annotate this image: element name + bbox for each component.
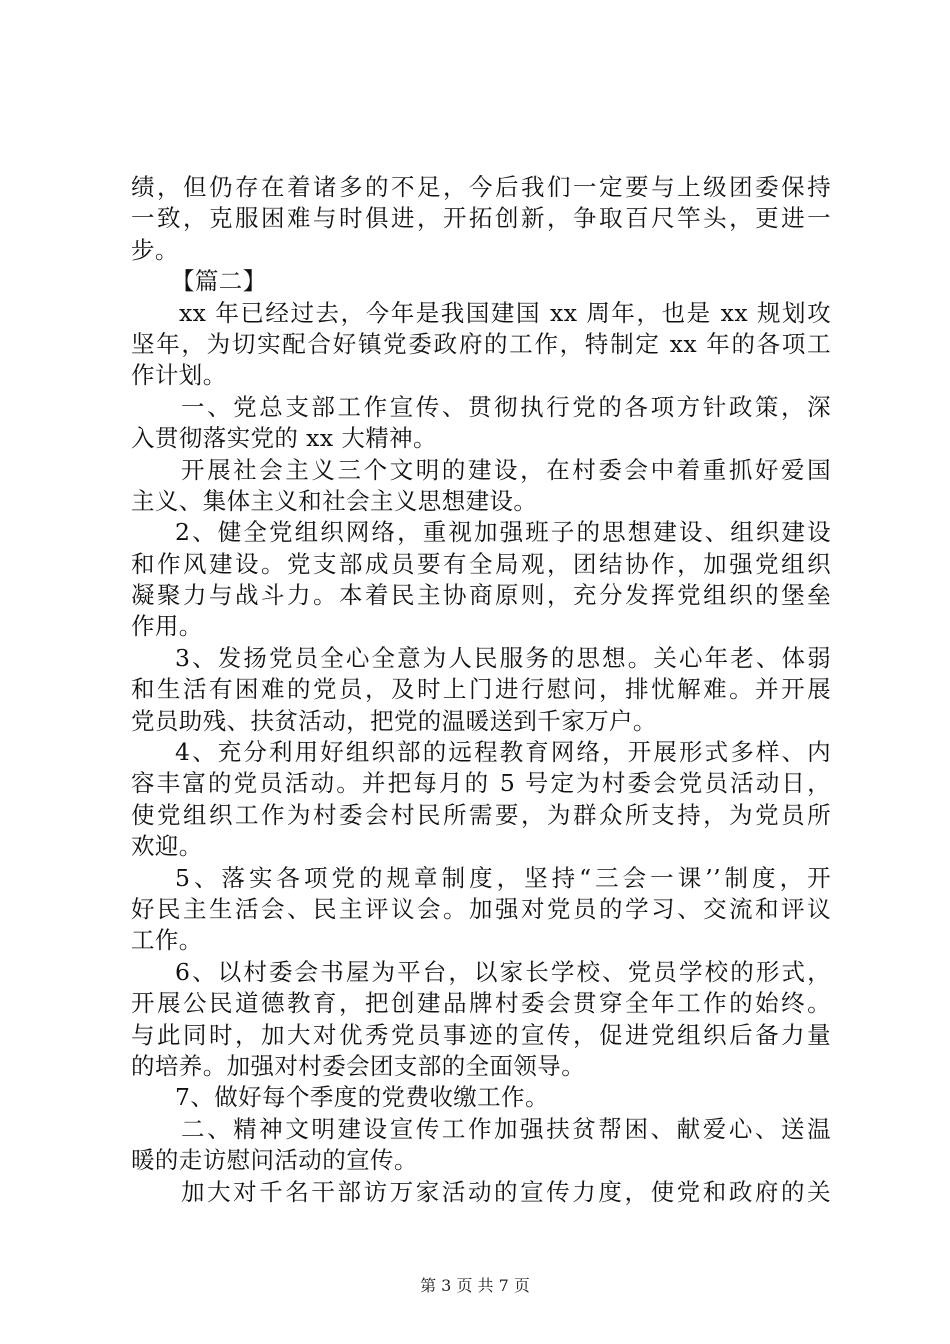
text-line: 5、落实各项党的规章制度，坚持“三会一课’’制度，开 [175,863,831,892]
text-line: 和生活有困难的党员，及时上门进行慰问，排忧解难。并开展 [131,675,831,704]
text-line: 4、充分利用好组织部的远程教育网络，开展形式多样、内 [175,738,831,767]
text-line: 与此同时，加大对优秀党员事迹的宣传，促进党组织后备力量 [131,1020,831,1049]
document-body [131,172,831,1208]
text-line: 绩，但仍存在着诸多的不足，今后我们一定要与上级团委保持 [131,173,831,201]
text-line: 二、精神文明建设宣传工作加强扶贫帮困、献爱心、送温 [181,1114,831,1143]
text-line: 步。 [131,235,179,264]
text-line: 作用。 [131,612,203,641]
text-line: 容丰富的党员活动。并把每月的 5 号定为村委会党员活动日， [131,769,831,798]
text-line: 7、做好每个季度的党费收缴工作。 [175,1083,549,1112]
text-line: 主义、集体主义和社会主义思想建设。 [131,486,538,515]
text-line: 暖的走访慰问活动的宣传。 [131,1146,418,1175]
text-line: 开展社会主义三个文明的建设，在村委会中着重抓好爱国 [181,455,831,484]
text-line: 一致，克服困难与时俱进，开拓创新，争取百尺竿头，更进一 [131,204,831,233]
text-line: xx 年已经过去，今年是我国建国 xx 周年，也是 xx 规划攻 [179,298,831,327]
text-line: 坚年，为切实配合好镇党委政府的工作，特制定 xx 年的各项工 [131,329,831,358]
text-line: 开展公民道德教育，把创建品牌村委会贯穿全年工作的始终。 [131,989,831,1018]
page-footer: 第 3 页 共 7 页 [420,1276,530,1295]
text-line: 的培养。加强对村委会团支部的全面领导。 [131,1051,586,1080]
text-line: 欢迎。 [131,832,203,861]
text-line: 6、以村委会书屋为平台，以家长学校、党员学校的形式， [175,957,831,986]
text-line: 一、党总支部工作宣传、贯彻执行党的各项方针政策，深 [181,392,831,421]
text-line: 工作。 [131,926,203,955]
text-line: 入贯彻落实党的 xx 大精神。 [131,424,437,453]
text-line: 党员助残、扶贫活动，把党的温暖送到千家万户。 [131,706,657,735]
text-line: 加大对千名干部访万家活动的宣传力度，使党和政府的关 [181,1177,831,1206]
text-line: 凝聚力与战斗力。本着民主协商原则，充分发挥党组织的堡垒 [131,581,831,610]
text-line: 【篇二】 [171,267,267,296]
text-line: 和作风建设。党支部成员要有全局观，团结协作，加强党组织 [131,549,831,578]
text-line: 3、发扬党员全心全意为人民服务的思想。关心年老、体弱 [175,643,831,672]
text-line: 使党组织工作为村委会村民所需要，为群众所支持，为党员所 [131,800,831,829]
text-line: 好民主生活会、民主评议会。加强对党员的学习、交流和评议 [131,894,831,923]
text-line: 作计划。 [131,361,227,390]
text-line: 2、健全党组织网络，重视加强班子的思想建设、组织建设 [175,518,831,547]
